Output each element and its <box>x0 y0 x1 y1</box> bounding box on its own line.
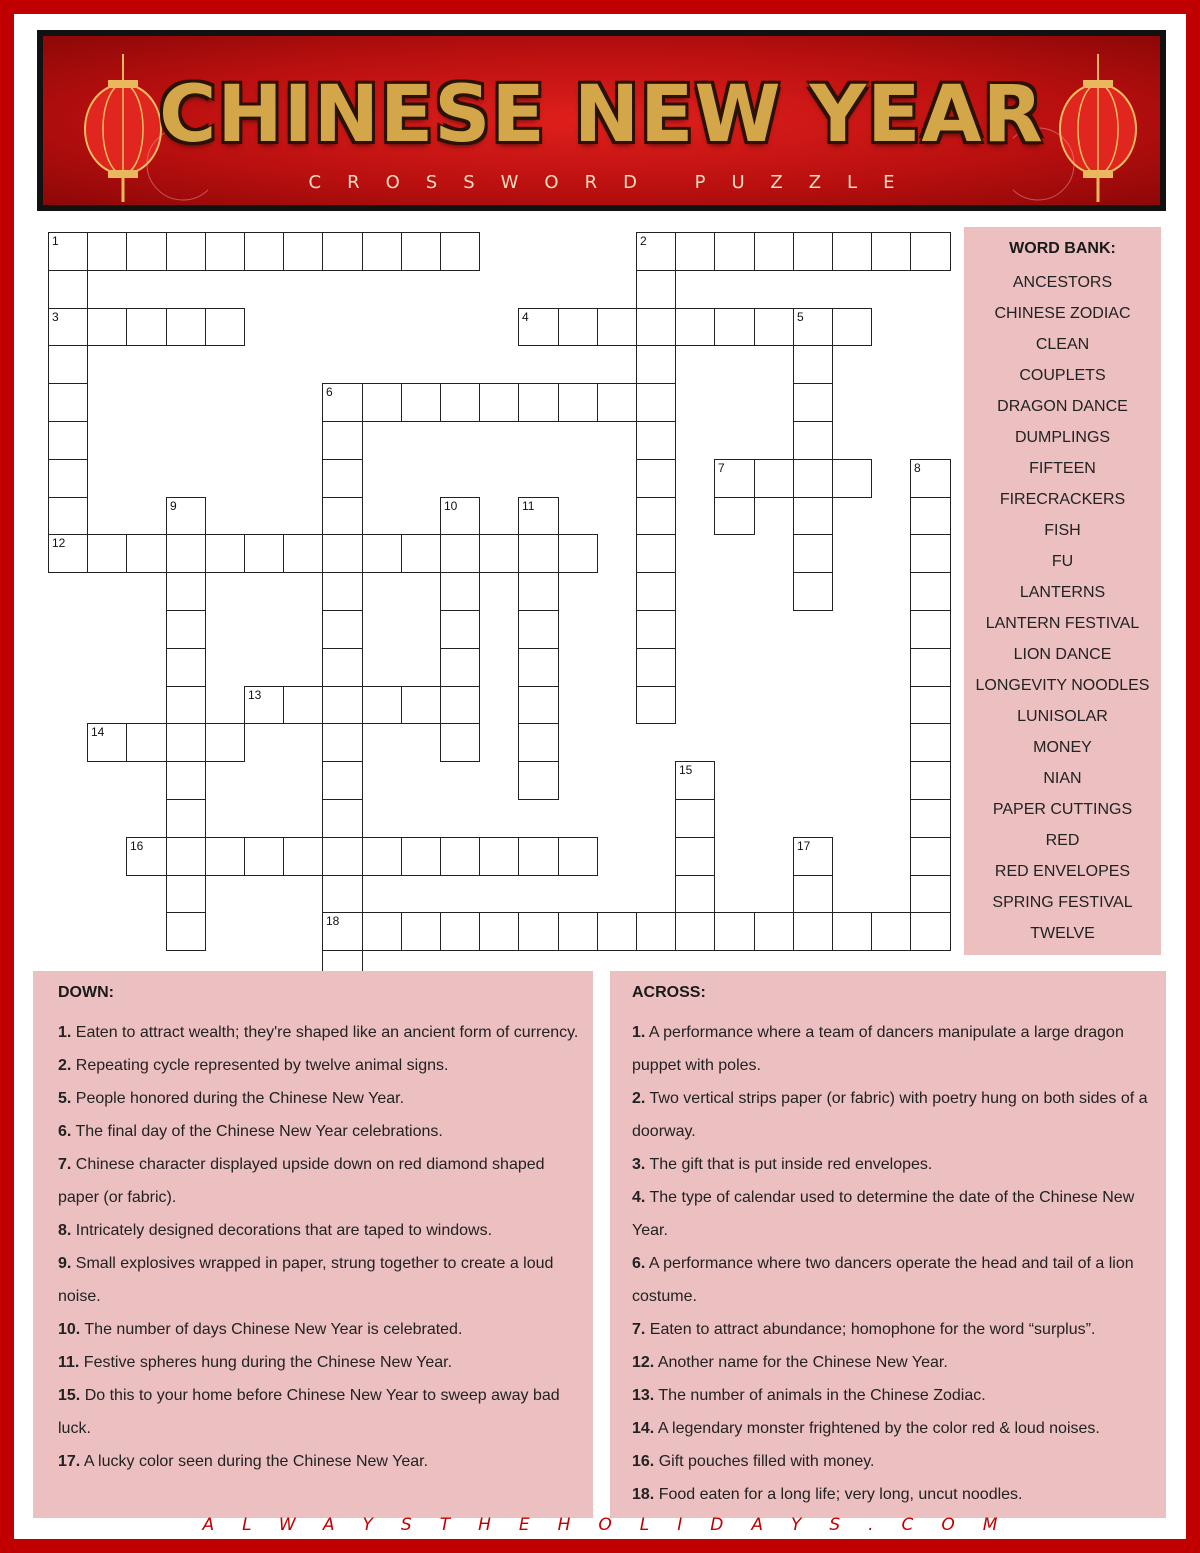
crossword-cell[interactable] <box>322 383 363 422</box>
crossword-cell[interactable] <box>910 497 951 535</box>
cell-number: 17 <box>797 839 811 853</box>
crossword-cell[interactable] <box>636 459 676 498</box>
crossword-cell[interactable] <box>48 421 88 460</box>
crossword-cell[interactable] <box>910 232 951 271</box>
crossword-cell[interactable] <box>518 534 559 573</box>
crossword-cell[interactable] <box>518 912 559 951</box>
crossword-cell[interactable] <box>714 232 755 271</box>
clue-number: 14. <box>632 1420 655 1437</box>
crossword-cell[interactable] <box>675 837 715 876</box>
crossword-cell[interactable] <box>244 534 284 573</box>
clue-text: Another name for the Chinese New Year. <box>654 1354 948 1371</box>
crossword-cell[interactable] <box>714 497 755 535</box>
crossword-cell[interactable] <box>558 534 598 573</box>
crossword-cell[interactable] <box>48 232 88 271</box>
word-bank-item: MONEY <box>1033 739 1092 756</box>
crossword-cell[interactable] <box>910 686 951 724</box>
word-bank-item: PAPER CUTTINGS <box>992 801 1133 818</box>
crossword-cell[interactable] <box>479 837 519 876</box>
crossword-cell[interactable] <box>518 497 559 535</box>
crossword-cell[interactable] <box>362 912 402 951</box>
crossword-cell[interactable] <box>910 534 951 573</box>
crossword-cell[interactable] <box>558 383 598 422</box>
crossword-cell[interactable] <box>518 723 559 762</box>
crossword-cell[interactable] <box>910 799 951 838</box>
crossword-cell[interactable] <box>322 421 363 460</box>
cell-number: 16 <box>130 839 144 853</box>
cell-number: 6 <box>326 385 333 399</box>
clue-text: A legendary monster frightened by the color red & loud noises. <box>654 1420 1100 1437</box>
crossword-cell[interactable] <box>910 723 951 762</box>
across-clue <box>632 1346 1152 1379</box>
word-bank-item: LION DANCE <box>1013 646 1112 663</box>
crossword-cell[interactable] <box>518 761 559 800</box>
clue-number: 13. <box>632 1387 655 1404</box>
crossword-cell[interactable] <box>714 912 755 951</box>
clue-number: 6. <box>58 1123 72 1140</box>
crossword-cell[interactable] <box>675 761 715 800</box>
crossword-cell[interactable] <box>126 308 167 346</box>
crossword-cell[interactable] <box>322 912 363 951</box>
crossword-cell[interactable] <box>910 837 951 876</box>
clue-number: 12. <box>632 1354 655 1371</box>
clue-number: 15. <box>58 1387 81 1404</box>
crossword-cell[interactable] <box>401 912 441 951</box>
crossword-cell[interactable] <box>126 723 167 762</box>
clue-text: Do this to your home before Chinese New Year to sweep away bad luck. <box>58 1387 560 1437</box>
crossword-cell[interactable] <box>636 497 676 535</box>
crossword-cell[interactable] <box>244 837 284 876</box>
crossword-cell[interactable] <box>244 686 284 724</box>
down-clue <box>58 1115 579 1148</box>
crossword-cell[interactable] <box>636 534 676 573</box>
cell-number: 2 <box>640 234 647 248</box>
crossword-cell[interactable] <box>910 761 951 800</box>
crossword-cell[interactable] <box>793 837 833 876</box>
crossword-cell[interactable] <box>910 610 951 649</box>
across-clue <box>632 1247 1152 1313</box>
crossword-cell[interactable] <box>636 270 676 309</box>
crossword-cell[interactable] <box>440 837 480 876</box>
cell-number: 10 <box>444 499 458 513</box>
word-bank-item: FU <box>1051 553 1074 570</box>
crossword-cell[interactable] <box>675 232 715 271</box>
crossword-cell[interactable] <box>832 308 872 346</box>
word-bank-item: CHINESE ZODIAC <box>994 305 1131 322</box>
word-bank-item: FIFTEEN <box>1029 460 1096 477</box>
clue-text: Chinese character displayed upside down on red diamond shaped paper (or fabric). <box>58 1156 545 1206</box>
clue-number: 1. <box>632 1024 646 1041</box>
crossword-cell[interactable] <box>166 723 206 762</box>
crossword-cell[interactable] <box>636 610 676 649</box>
crossword-cell[interactable] <box>871 232 911 271</box>
clue-text: Intricately designed decorations that are taped to windows. <box>71 1222 493 1239</box>
crossword-cell[interactable] <box>166 308 206 346</box>
down-clue <box>58 1049 579 1082</box>
crossword-cell[interactable] <box>322 648 363 687</box>
crossword-cell[interactable] <box>205 308 245 346</box>
crossword-cell[interactable] <box>675 799 715 838</box>
down-clue <box>58 1379 579 1445</box>
crossword-cell[interactable] <box>322 534 363 573</box>
crossword-cell[interactable] <box>754 308 794 346</box>
word-bank-item: FIRECRACKERS <box>999 491 1126 508</box>
across-clues-title: ACROSS: <box>632 984 706 1001</box>
crossword-cell[interactable] <box>597 383 637 422</box>
clue-number: 7. <box>632 1321 646 1338</box>
crossword-cell[interactable] <box>440 232 480 271</box>
crossword-cell[interactable] <box>754 459 794 498</box>
crossword-cell[interactable] <box>636 648 676 687</box>
word-bank-item: LANTERN FESTIVAL <box>985 615 1140 632</box>
clue-number: 2. <box>58 1057 72 1074</box>
crossword-cell[interactable] <box>166 497 206 535</box>
cell-number: 12 <box>52 536 66 550</box>
crossword-cell[interactable] <box>166 534 206 573</box>
word-bank-item: RED <box>1045 832 1080 849</box>
crossword-cell[interactable] <box>636 572 676 611</box>
clue-number: 10. <box>58 1321 81 1338</box>
crossword-cell[interactable] <box>322 610 363 649</box>
down-clue <box>58 1148 579 1214</box>
clue-text: A lucky color seen during the Chinese New Year. <box>80 1453 429 1470</box>
crossword-cell[interactable] <box>440 497 480 535</box>
page-subtitle: CROSSWORD PUZZLE <box>308 172 921 193</box>
crossword-cell[interactable] <box>714 308 755 346</box>
crossword-cell[interactable] <box>362 837 402 876</box>
crossword-cell[interactable] <box>166 610 206 649</box>
crossword-cell[interactable] <box>322 875 363 913</box>
crossword-cell[interactable] <box>518 648 559 687</box>
across-clue <box>632 1313 1152 1346</box>
crossword-cell[interactable] <box>440 723 480 762</box>
crossword-cell[interactable] <box>714 459 755 498</box>
crossword-cell[interactable] <box>166 799 206 838</box>
cell-number: 1 <box>52 234 59 248</box>
down-clue <box>58 1214 579 1247</box>
crossword-cell[interactable] <box>793 421 833 460</box>
word-bank-item: FISH <box>1044 522 1081 539</box>
crossword-cell[interactable] <box>871 912 911 951</box>
clue-number: 6. <box>632 1255 646 1272</box>
crossword-cell[interactable] <box>48 383 88 422</box>
cell-number: 4 <box>522 310 529 324</box>
crossword-cell[interactable] <box>910 648 951 687</box>
crossword-cell[interactable] <box>322 761 363 800</box>
crossword-cell[interactable] <box>479 383 519 422</box>
clue-text: The number of animals in the Chinese Zodiac. <box>654 1387 986 1404</box>
down-clue <box>58 1313 579 1346</box>
crossword-cell[interactable] <box>244 232 284 271</box>
crossword-cell[interactable] <box>558 308 598 346</box>
clue-number: 17. <box>58 1453 81 1470</box>
clue-text: Eaten to attract wealth; they're shaped like an ancient form of currency. <box>71 1024 579 1041</box>
crossword-cell[interactable] <box>401 383 441 422</box>
cell-number: 14 <box>91 725 105 739</box>
crossword-cell[interactable] <box>283 837 323 876</box>
crossword-cell[interactable] <box>362 686 402 724</box>
crossword-cell[interactable] <box>793 383 833 422</box>
crossword-cell[interactable] <box>166 912 206 951</box>
crossword-cell[interactable] <box>440 648 480 687</box>
crossword-cell[interactable] <box>126 232 167 271</box>
clue-text: Gift pouches filled with money. <box>654 1453 875 1470</box>
clue-number: 3. <box>632 1156 646 1173</box>
crossword-cell[interactable] <box>166 648 206 687</box>
crossword-cell[interactable] <box>205 232 245 271</box>
crossword-cell[interactable] <box>636 345 676 384</box>
crossword-cell[interactable] <box>440 572 480 611</box>
clue-text: The number of days Chinese New Year is celebrated. <box>80 1321 463 1338</box>
crossword-cell[interactable] <box>636 308 676 346</box>
page-title: CHINESE NEW YEAR <box>159 70 1044 160</box>
across-clue <box>632 1412 1152 1445</box>
crossword-cell[interactable] <box>479 534 519 573</box>
crossword-cell[interactable] <box>362 534 402 573</box>
clue-number: 1. <box>58 1024 72 1041</box>
word-bank-item: TWELVE <box>1030 925 1095 942</box>
down-clue <box>58 1445 579 1478</box>
crossword-cell[interactable] <box>793 459 833 498</box>
crossword-cell[interactable] <box>205 723 245 762</box>
crossword-cell[interactable] <box>166 572 206 611</box>
clue-text: A performance where two dancers operate the head and tail of a lion costume. <box>632 1255 1134 1305</box>
cell-number: 5 <box>797 310 804 324</box>
crossword-cell[interactable] <box>322 232 363 271</box>
down-clue <box>58 1016 579 1049</box>
word-bank <box>964 227 1161 955</box>
crossword-cell[interactable] <box>636 232 676 271</box>
crossword-cell[interactable] <box>636 421 676 460</box>
crossword-cell[interactable] <box>48 534 88 573</box>
crossword-cell[interactable] <box>283 232 323 271</box>
crossword-cell[interactable] <box>793 345 833 384</box>
cell-number: 9 <box>170 499 177 513</box>
crossword-cell[interactable] <box>440 383 480 422</box>
clue-number: 18. <box>632 1486 655 1503</box>
word-bank-item: NIAN <box>1043 770 1082 787</box>
clue-number: 2. <box>632 1090 646 1107</box>
crossword-cell[interactable] <box>636 383 676 422</box>
across-clue <box>632 1379 1152 1412</box>
across-clue <box>632 1148 1152 1181</box>
crossword-cell[interactable] <box>440 610 480 649</box>
across-clue <box>632 1445 1152 1478</box>
cell-number: 13 <box>248 688 262 702</box>
crossword-cell[interactable] <box>87 232 127 271</box>
crossword-cell[interactable] <box>518 383 559 422</box>
clue-text: The type of calendar used to determine the date of the Chinese New Year. <box>632 1189 1135 1239</box>
crossword-cell[interactable] <box>793 497 833 535</box>
crossword-cell[interactable] <box>832 459 872 498</box>
word-bank-item: RED ENVELOPES <box>994 863 1131 880</box>
cell-number: 8 <box>914 461 921 475</box>
crossword-cell[interactable] <box>87 308 127 346</box>
crossword-cell[interactable] <box>518 572 559 611</box>
crossword-cell[interactable] <box>636 912 676 951</box>
crossword-cell[interactable] <box>322 799 363 838</box>
crossword-cell[interactable] <box>793 912 833 951</box>
clue-number: 9. <box>58 1255 72 1272</box>
crossword-cell[interactable] <box>48 497 88 535</box>
crossword-cell[interactable] <box>832 232 872 271</box>
crossword-cell[interactable] <box>283 534 323 573</box>
down-clue <box>58 1247 579 1313</box>
crossword-cell[interactable] <box>518 308 559 346</box>
clue-number: 7. <box>58 1156 72 1173</box>
clue-text: Small explosives wrapped in paper, strung together to create a loud noise. <box>58 1255 554 1305</box>
crossword-cell[interactable] <box>283 686 323 724</box>
clue-text: The gift that is put inside red envelopes. <box>645 1156 933 1173</box>
clue-number: 4. <box>632 1189 646 1206</box>
crossword-cell[interactable] <box>48 308 88 346</box>
down-clue <box>58 1082 579 1115</box>
crossword-cell[interactable] <box>166 686 206 724</box>
across-clue <box>632 1478 1152 1511</box>
crossword-cell[interactable] <box>401 686 441 724</box>
crossword-cell[interactable] <box>793 308 833 346</box>
crossword-cell[interactable] <box>401 232 441 271</box>
clue-text: Eaten to attract abundance; homophone for the word “surplus”. <box>645 1321 1096 1338</box>
clue-text: A performance where a team of dancers manipulate a large dragon puppet with poles. <box>632 1024 1124 1074</box>
crossword-cell[interactable] <box>910 912 951 951</box>
crossword-cell[interactable] <box>362 232 402 271</box>
clue-text: People honored during the Chinese New Year. <box>71 1090 405 1107</box>
crossword-cell[interactable] <box>479 912 519 951</box>
cell-number: 11 <box>522 499 535 513</box>
clue-text: The final day of the Chinese New Year celebrations. <box>71 1123 443 1140</box>
cell-number: 15 <box>679 763 693 777</box>
crossword-cell[interactable] <box>205 837 245 876</box>
crossword-cell[interactable] <box>910 572 951 611</box>
cell-number: 18 <box>326 914 340 928</box>
cell-number: 3 <box>52 310 59 324</box>
crossword-cell[interactable] <box>597 912 637 951</box>
down-clues-title: DOWN: <box>58 984 114 1001</box>
crossword-cell[interactable] <box>401 837 441 876</box>
crossword-cell[interactable] <box>48 345 88 384</box>
crossword-cell[interactable] <box>910 459 951 498</box>
crossword-cell[interactable] <box>518 610 559 649</box>
crossword-cell[interactable] <box>322 837 363 876</box>
crossword-cell[interactable] <box>126 534 167 573</box>
crossword-cell[interactable] <box>205 534 245 573</box>
word-bank-title: WORD BANK: <box>1009 240 1116 257</box>
crossword-cell[interactable] <box>322 572 363 611</box>
crossword-cell[interactable] <box>87 723 127 762</box>
crossword-cell[interactable] <box>675 912 715 951</box>
crossword-cell[interactable] <box>832 912 872 951</box>
clue-text: Repeating cycle represented by twelve animal signs. <box>71 1057 449 1074</box>
crossword-cell[interactable] <box>793 572 833 611</box>
crossword-cell[interactable] <box>362 383 402 422</box>
word-bank-item: COUPLETS <box>1019 367 1106 384</box>
word-bank-item: DUMPLINGS <box>1014 429 1111 446</box>
crossword-cell[interactable] <box>440 686 480 724</box>
crossword-cell[interactable] <box>558 912 598 951</box>
down-clue <box>58 1346 579 1379</box>
clue-text: Food eaten for a long life; very long, uncut noodles. <box>654 1486 1023 1503</box>
crossword-cell[interactable] <box>166 761 206 800</box>
crossword-cell[interactable] <box>87 534 127 573</box>
crossword-cell[interactable] <box>166 837 206 876</box>
clue-number: 11. <box>58 1354 80 1371</box>
crossword-cell[interactable] <box>401 534 441 573</box>
clue-number: 8. <box>58 1222 72 1239</box>
word-bank-item: ANCESTORS <box>1012 274 1113 291</box>
word-bank-item: LANTERNS <box>1019 584 1106 601</box>
across-clues-panel <box>610 971 1166 1518</box>
crossword-cell[interactable] <box>322 497 363 535</box>
across-clue <box>632 1082 1152 1148</box>
crossword-cell[interactable] <box>675 875 715 913</box>
crossword-cell[interactable] <box>440 534 480 573</box>
crossword-cell[interactable] <box>754 912 794 951</box>
word-bank-item: CLEAN <box>1035 336 1090 353</box>
crossword-cell[interactable] <box>518 686 559 724</box>
clue-text: Two vertical strips paper (or fabric) with poetry hung on both sides of a doorway. <box>632 1090 1148 1140</box>
crossword-cell[interactable] <box>48 459 88 498</box>
crossword-cell[interactable] <box>558 837 598 876</box>
site-footer: ALWAYSTHEHOLIDAYS.COM <box>202 1515 1026 1535</box>
crossword-cell[interactable] <box>322 723 363 762</box>
crossword-cell[interactable] <box>793 875 833 913</box>
clue-number: 5. <box>58 1090 72 1107</box>
across-clue <box>632 1016 1152 1082</box>
clue-text: Festive spheres hung during the Chinese New Year. <box>79 1354 453 1371</box>
crossword-cell[interactable] <box>793 534 833 573</box>
crossword-cell[interactable] <box>636 686 676 724</box>
crossword-cell[interactable] <box>322 686 363 724</box>
crossword-cell[interactable] <box>518 837 559 876</box>
crossword-cell[interactable] <box>126 837 167 876</box>
cell-number: 7 <box>718 461 725 475</box>
crossword-cell[interactable] <box>322 459 363 498</box>
crossword-cell[interactable] <box>166 875 206 913</box>
crossword-cell[interactable] <box>166 232 206 271</box>
clue-number: 16. <box>632 1453 655 1470</box>
crossword-cell[interactable] <box>793 232 833 271</box>
crossword-cell[interactable] <box>597 308 637 346</box>
word-bank-item: SPRING FESTIVAL <box>992 894 1133 911</box>
crossword-cell[interactable] <box>440 912 480 951</box>
crossword-cell[interactable] <box>48 270 88 309</box>
word-bank-item: DRAGON DANCE <box>997 398 1128 415</box>
down-clues-panel <box>33 971 593 1518</box>
word-bank-item: LONGEVITY NOODLES <box>975 677 1150 694</box>
crossword-cell[interactable] <box>754 232 794 271</box>
crossword-cell[interactable] <box>675 308 715 346</box>
word-bank-item: LUNISOLAR <box>1017 708 1108 725</box>
across-clue <box>632 1181 1152 1247</box>
crossword-cell[interactable] <box>910 875 951 913</box>
